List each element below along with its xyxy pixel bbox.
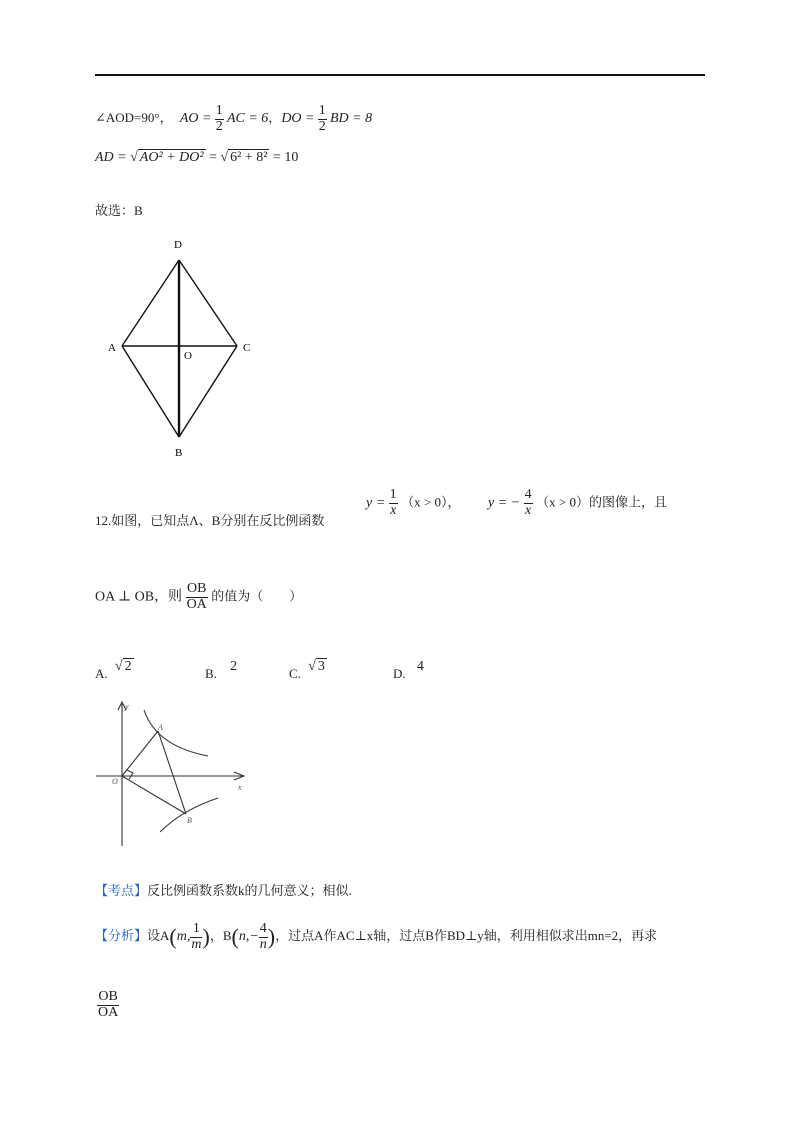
- solution-line-1: [95, 104, 372, 134]
- point-a-m: m,: [176, 929, 191, 945]
- kaodian-text: 反比例函数系数k的几何意义；相似.: [147, 883, 352, 898]
- fenxi-pre: 设A: [147, 928, 170, 944]
- f2-y: y = −: [488, 495, 521, 511]
- edge-da: [122, 260, 179, 346]
- ao-expr: AO =: [179, 111, 212, 127]
- half-fraction-1: $\frac{1}{2}$: [215, 103, 223, 134]
- q12-options: [95, 652, 615, 684]
- point-b-n: n,−: [238, 929, 259, 945]
- solution-line-2: AD = √ AO² + DO² = √ 6² + 8² = 10: [95, 150, 299, 165]
- option-b[interactable]: [205, 659, 238, 683]
- edge-ab: [122, 346, 179, 437]
- segment-oa: [122, 731, 158, 776]
- right-angle-mark: [127, 770, 133, 779]
- f1-y: y =: [366, 495, 386, 511]
- f2-fraction: $\frac{4}{x}$: [524, 487, 532, 518]
- option-d-label: D.: [393, 666, 406, 681]
- q12-stem-pre: 12.如图，已知点Λ、B分别在反比例函数: [95, 513, 325, 528]
- coordinate-graph: [92, 698, 262, 850]
- fenxi-tag: 【分析】: [95, 928, 148, 944]
- fenxi-post: ，过点A作AC⊥x轴，过点B作BD⊥y轴，利用相似求出mn=2，再求: [275, 928, 658, 944]
- f2-condition: （x > 0）的图像上，且: [536, 494, 667, 510]
- option-a-value: 2: [124, 659, 132, 674]
- answer-line: 故选：B: [95, 203, 143, 218]
- f1-condition: （x > 0），: [401, 494, 461, 510]
- curve-1-over-x: [144, 710, 208, 756]
- option-a-label: A.: [95, 666, 108, 681]
- vertex-label-b: B: [175, 447, 183, 459]
- function-2: [488, 488, 667, 518]
- q12-stem-post: 的值为（ ）: [211, 588, 303, 604]
- segment-ob: [122, 776, 186, 814]
- header-rule: [95, 74, 705, 76]
- ob-over-oa: $\frac{OB}{OA}$: [186, 581, 207, 612]
- oa-perp-ob: OA ⊥ OB，则: [95, 589, 183, 605]
- vertex-label-a: A: [108, 342, 116, 354]
- point-a-fraction: $\frac{1}{m}$: [191, 921, 202, 952]
- kaodian-line: [95, 880, 352, 899]
- center-label-o: O: [184, 350, 192, 362]
- f1-fraction: $\frac{1}{x}$: [389, 487, 397, 518]
- kaodian-tag: 【考点】: [95, 883, 148, 898]
- sqrt-6-8: 6² + 8²: [230, 150, 268, 165]
- sqrt-ao-do: AO² + DO²: [139, 150, 204, 165]
- option-c-value: 3: [317, 659, 325, 674]
- option-d-value: 4: [416, 659, 424, 674]
- half-fraction-2: $\frac{1}{2}$: [318, 103, 326, 134]
- analysis-ob-over-oa: $\frac{OB}{OA}$: [98, 989, 119, 1020]
- vertex-label-d: D: [174, 239, 182, 251]
- ad-result: = 10: [272, 150, 299, 165]
- angle-aod: ∠AOD=90°，: [95, 110, 173, 126]
- rhombus-diagram: [100, 232, 270, 462]
- option-b-value: 2: [230, 659, 238, 674]
- option-d[interactable]: [393, 659, 424, 683]
- separator: ，: [268, 110, 282, 126]
- origin-label-o: O: [112, 777, 118, 786]
- axis-label-y: y: [125, 702, 129, 711]
- vertex-label-c: C: [243, 342, 251, 354]
- q12-stem-line-2: [95, 582, 302, 612]
- ad-lhs: AD =: [95, 150, 127, 165]
- point-b-fraction: $\frac{4}{n}$: [259, 921, 267, 952]
- fenxi-mid: ，B: [209, 928, 232, 944]
- q12-stem-line-1: [95, 510, 324, 529]
- option-c-label: C.: [289, 666, 301, 681]
- point-label-b: B: [187, 816, 192, 825]
- option-a[interactable]: A. √ 2: [95, 659, 132, 681]
- equals-sign: =: [209, 150, 217, 165]
- fenxi-line: 【分析】设A(m, $\frac{1}{m}$ )，B(n,− $\frac{4}{n}$ )，过点A作AC⊥x轴，过点B作BD⊥y轴，利用相似求出mn=2，再求: [95, 921, 658, 952]
- point-label-a: A: [158, 723, 163, 732]
- function-1: [366, 488, 461, 518]
- option-c[interactable]: C. √ 3: [289, 659, 325, 681]
- analysis-ratio: [97, 990, 119, 1020]
- ac-expr: AC = 6: [226, 111, 269, 127]
- option-b-label: B.: [205, 666, 217, 681]
- do-expr: DO =: [281, 111, 315, 127]
- edge-dc: [179, 260, 237, 346]
- axis-label-x: x: [238, 783, 242, 792]
- bd-expr: BD = 8: [329, 111, 373, 127]
